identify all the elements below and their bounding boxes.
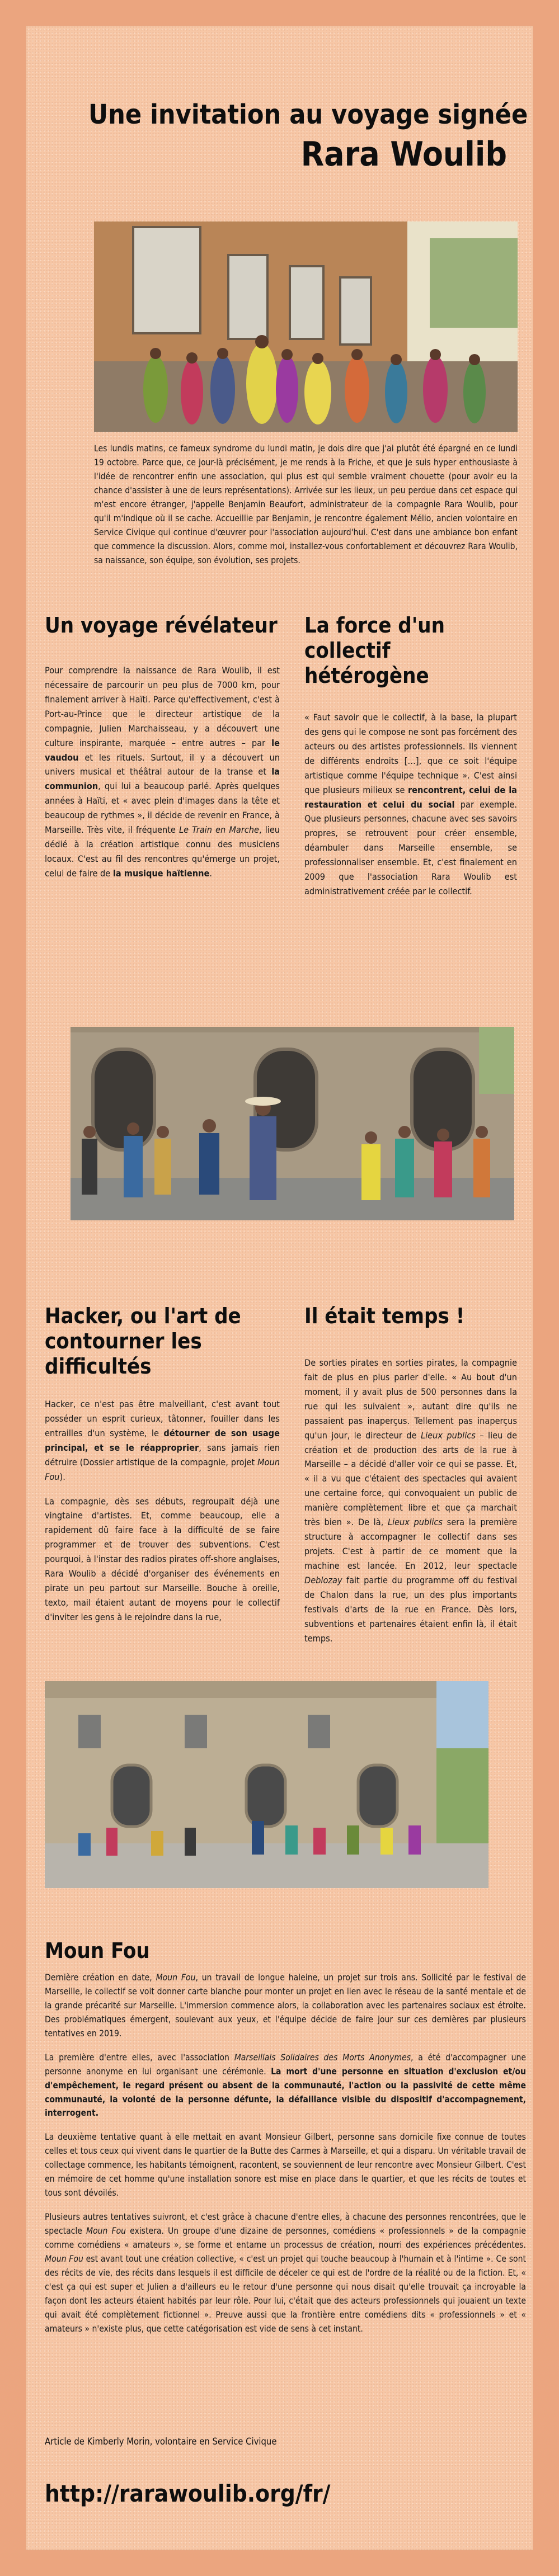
article-page — [26, 26, 533, 2550]
photo-performers-brick-building — [94, 221, 518, 432]
section-title-voyage: Un voyage révélateur — [45, 613, 278, 638]
section-title-hacker: Hacker, ou l'art de contourner les difficultés — [45, 1304, 241, 1379]
section-temps-text: De sorties pirates en sorties pirates, la compagnie fait de plus en plus parler d'elle. « Au bout d'un moment, il y avait plus de 500 personnes dans la rue qui les suivaient », autant dire qu'ils ne passaient pas inaperçus. Tellement pas inaperçus qu'un jour, le directeur de Lieux publics – lieu de création et de production des arts de la rue à Marseille – a décidé d'aller voir ce qui se passe. Et, « il a vu que c'étaient des spectacles qui avaient une certaine force, qui convoquaient un public de manière complètement libre et que ça marchait très bien ». De là, Lieux publics sera la première structure à accompagner le collectif dans ses projets. C'est à partir de ce moment que la machine est lancée. En 2012, leur spectacle Deblozay fait partie du programme off du festival de Chalon dans la rue, un des plus importants festivals d'arts de la rue en France. Dès lors, subventions et partenaires étaient enfin là, il était temps. — [304, 1357, 518, 1644]
photo2-illustration — [71, 1027, 514, 1220]
page-title-line1: Une invitation au voyage signée — [88, 99, 528, 130]
section-title-force: La force d'un collectif hétérogène — [304, 613, 445, 688]
photo-audience-stone-building — [45, 1681, 488, 1888]
section-hacker-p2: La compagnie, dès ses débuts, regroupait déjà une vingtaine d'artistes. Et, comme beaucoup, elle a rapidement dû faire face à la difficulté de se faire programmer et de trouver des subventions. C'est pourquoi, à l'instar des radios pirates off-shore anglaises, Rara Woulib a décidé d'organiser des événements en pirate un peu partout sur Marseille. Bouche à oreille, texto, mail étaient autant de moyens pour le collectif d'inviter les gens à le rejoindre dans la rue, — [45, 1495, 280, 1622]
intro-paragraph: Les lundis matins, ce fameux syndrome du lundi matin, je dois dire que j'ai plutôt été épargné en ce lundi 19 octobre. Parce que, ce jour-là précisément, je me rends à la Friche, et que je suis hyper enthousiaste à l'idée de rencontrer enfin une association, qui plus est qui semble vraiment chouette (pour avoir eu la chance d'assister à une de leurs représentations). Arrivée sur les lieux, un peu perdue dans cet espace qui m'est encore étranger, j'appelle Benjamin Beaufort, administrateur de la compagnie Rara Woulib, pour qu'il m'indique où il se cache. Accueillie par Benjamin, je rencontre également Mélio, ancien volontaire en Service Civique qui continue d'œuvrer pour l'association aujourd'hui. C'est dans une ambiance bon enfant que commence la discussion. Alors, comme moi, installez-vous confortablement et découvrez Rara Woulib, sa naissance, son équipe, son évolution, ses projets. — [94, 444, 518, 565]
website-url[interactable]: http://rarawoulib.org/fr/ — [45, 2480, 331, 2507]
photo3-illustration — [45, 1681, 488, 1888]
article-credit: Article de Kimberly Morin, volontaire en Service Civique — [45, 2436, 277, 2447]
section-voyage-text: Pour comprendre la naissance de Rara Woulib, il est nécessaire de parcourir un peu plus de 7000 km, pour finalement arriver à Haïti. Parce qu'effectivement, c'est à Port-au-Prince que le directeur artistique de la compagnie, Julien Marchaisseau, y a découvert une culture inspirante, marquée – entre autres – par le vaudou et les rituels. Surtout, il y a découvert un univers musical et théâtral autour de la transe et la communion, qui lui a beaucoup parlé. Après quelques années à Haïti, et « avec plein d'images dans la tête et beaucoup de rythmes », il décide de revenir en France, à Marseille. Très vite, il fréquente Le Train en Marche, lieu dédié à la création artistique connu des musiciens locaux. C'est au fil des rencontres qu'émerge un projet, celui de faire de la musique haïtienne. — [45, 665, 280, 879]
section-force-text: « Faut savoir que le collectif, à la base, la plupart des gens qui le compose ne sont pas forcément des acteurs ou des artistes professionnels. Ils viennent de différents endroits […], que ce soit l'équipe artistique comme l'équipe technique ». C'est ainsi que plusieurs milieux se rencontrent, celui de la restauration et celui du social par exemple. Que plusieurs personnes, chacune avec ses savoirs propres, se retrouvent pour créer ensemble, déambuler dans Marseille ensemble, se professionnaliser ensemble. Et, c'est finalement en 2009 que l'association Rara Woulib est administrativement créée par le collectif. — [304, 712, 518, 897]
page-title-line2: Rara Woulib — [300, 135, 507, 174]
section-moun-text: Dernière création en date, Moun Fou, un travail de longue haleine, un projet sur trois ans. Sollicité par le festival de Marseille, le collectif se voit donner carte blanche pour monter un projet en lien avec le réseau de la santé mentale et de la grande précarité sur Marseille. L'immersion commence alors, la collaboration avec les partenaires sociaux est étroite. Des problématiques émergent, soulevant aux yeux, et l'équipe décide de faire jour sur ces dernières par plusieurs tentatives en 2019. La première d'entre elles, avec l'association Marseillais Solidaires des Morts Anonymes, a été d'accompagner une personne anonyme en lui organisant une cérémonie. La mort d'une personne en situation d'exclusion et/ou d'empêchement, le regard présent ou absent de la communauté, l'action ou la passivité de cette même communauté, la volonté de la personne défunte, la défaillance visible du dispositif d'accompagnement, interrogent. La deuxième tentative quant à elle mettait en avant Monsieur Gilbert, personne sans domicile fixe connue de toutes celles et tous ceux qui vivent dans le quartier de la Butte des Carmes à Marseille, et qui a disparu. Un véritable travail de collectage commence, les habitants témoignent, racontent, se souviennent de leur rencontre avec Monsieur Gilbert. C'est en mémoire de cet homme qu'une installation sonore est mise en place dans le quartier, et que les récits de toutes et tous sont dévoilés. Plusieurs autres tentatives suivront, et c'est grâce à chacune d'entre elles, à chacune des personnes rencontrées, que le spectacle Moun Fou existera. Un groupe d'une dizaine de personnes, comédiens « professionnels » de la compagnie comme comédiens « amateurs », se forme et entame un processus de création, nourri des expériences précédentes. Moun Fou est avant tout une création collective, « c'est un projet qui touche beaucoup à l'humain et à l'intime ». Ce sont des récits de vie, des récits dans lesquels il est difficile de déceler ce qui est de l'ordre de la réalité ou de la fiction. Et, « c'est ça qui est super et Julien a d'ailleurs eu le retour d'une personne qui nous disait qu'elle trouvait ça incroyable la façon dont les acteurs étaient habités par leur rôle. Pour lui, c'était que des acteurs professionnels qui jouaient un texte qui avait été complètement fictionnel ». Preuve aussi que la frontière entre comédiens dits « professionnels » et « amateurs » n'existe plus, que cette catégorisation est vide de sens à cet instant. — [45, 1973, 527, 2334]
photo1-illustration — [94, 221, 518, 432]
section-hacker-text: Hacker, ce n'est pas être malveillant, c'est avant tout posséder un esprit curieux, tâtonner, fouiller dans les entrailles d'un système, le détourner de son usage principal, et se le réapproprier, sans jamais rien détruire (Dossier artistique de la compagnie, projet Moun Fou). La compagnie, dès ses débuts, regroupait déjà une vingtaine d'artistes. Et, comme beaucoup, elle a rapidement dû faire face à la difficulté de se faire programmer et de trouver des subventions. C'est pourquoi, à l'instar des radios pirates off-shore anglaises, Rara Woulib a décidé d'organiser des événements en pirate un peu partout sur Marseille. Bouche à oreille, texto, mail étaient autant de moyens pour le collectif d'inviter les gens à le rejoindre dans la rue, — [45, 1397, 280, 1635]
photo-street-performers — [71, 1027, 514, 1220]
section-title-temps: Il était temps ! — [304, 1304, 465, 1328]
section-title-moun: Moun Fou — [45, 1938, 150, 1963]
